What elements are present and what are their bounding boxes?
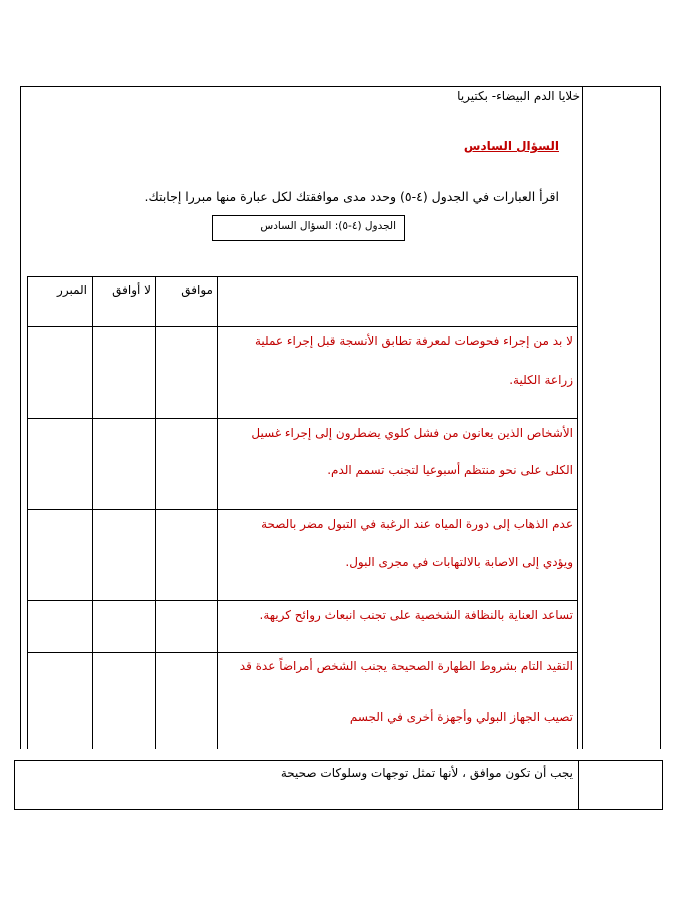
table-col-left-line: [27, 276, 28, 749]
statement-row-5-line-1: التقيد التام بشروط الطهارة الصحيحة يجنب الشخص أمراضاً عدة قد: [239, 659, 573, 673]
question-title: السؤال السادس: [463, 139, 559, 153]
header-agree: موافق: [181, 283, 213, 297]
header-disagree: لا أوافق: [112, 283, 151, 297]
table-line-row2-top: [27, 418, 577, 419]
statement-row-1-line-2: زراعة الكلية.: [509, 373, 573, 387]
statement-row-3-line-1: عدم الذهاب إلى دورة المياه عند الرغبة في التبول مضر بالصحة: [261, 517, 573, 531]
instruction-text: اقرأ العبارات في الجدول (٤-٥) وحدد مدى موافقتك لكل عبارة منها مبررا إجابتك.: [144, 189, 559, 204]
frame-inner-right-line: [582, 86, 583, 749]
table-line-header-top: [27, 276, 577, 277]
statement-row-3-line-2: ويؤدي إلى الاصابة بالالتهابات في مجرى البول.: [345, 555, 573, 569]
statement-row-4-line-1: تساعد العناية بالنظافة الشخصية على تجنب انبعاث روائح كريهة.: [259, 608, 573, 622]
table-line-row4-top: [27, 600, 577, 601]
answer-box-divider: [578, 760, 579, 810]
table-caption: الجدول (٤-٥): السؤال السادس: [212, 215, 405, 241]
table-col-disagree-line: [155, 276, 156, 749]
table-col-right-line: [577, 276, 578, 749]
frame-right-line: [660, 86, 661, 749]
answer-text: يجب أن تكون موافق ، لأنها تمثل توجهات وسلوكات صحيحة: [280, 766, 573, 780]
table-line-row1-top: [27, 326, 577, 327]
statement-row-2-line-1: الأشخاص الذين يعانون من فشل كلوي يضطرون إلى إجراء غسيل: [251, 426, 573, 440]
table-line-row3-top: [27, 509, 577, 510]
statement-row-2-line-2: الكلى على نحو منتظم أسبوعيا لتجنب تسمم الدم.: [327, 463, 573, 477]
table-col-agree-line: [217, 276, 218, 749]
table-line-row5-top: [27, 652, 577, 653]
frame-left-line: [20, 86, 21, 749]
header-justification: المبرر: [57, 283, 87, 297]
table-col-justification-line: [92, 276, 93, 749]
frame-top-line: [20, 86, 661, 87]
statement-row-5-line-2: تصيب الجهاز البولي وأجهزة أخرى في الجسم: [349, 710, 573, 724]
statement-row-1-line-1: لا بد من إجراء فحوصات لمعرفة تطابق الأنسجة قبل إجراء عملية: [254, 334, 573, 348]
top-text: خلايا الدم البيضاء- بكتيريا: [457, 89, 580, 103]
